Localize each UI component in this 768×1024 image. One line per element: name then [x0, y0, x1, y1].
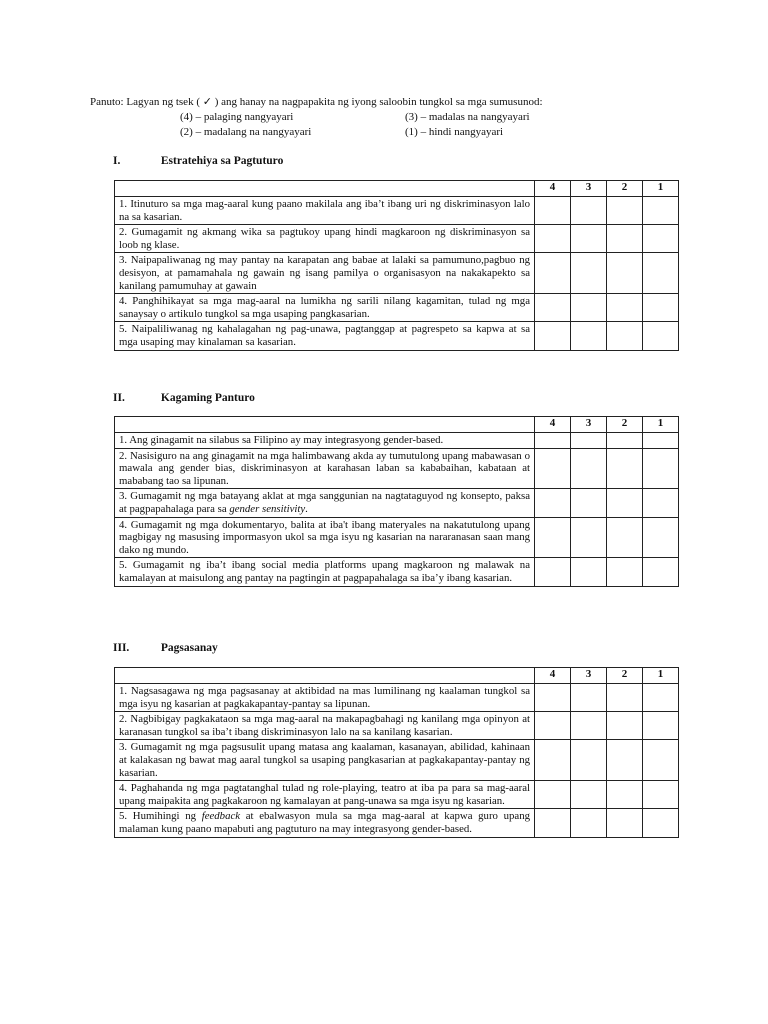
- rating-cell-3[interactable]: [571, 225, 607, 253]
- statement-cell: 3. Gumagamit ng mga pagsusulit upang matasa ang kaalaman, kasanayan, abilidad, kahinaan at kalakasan ng bawat mag aaral tungkol sa usaping pangkasarian at pagkakapantay-pantay ng kasarian.: [115, 740, 535, 781]
- rating-legend: [180, 110, 730, 140]
- rating-cell-4[interactable]: [535, 712, 571, 740]
- statement-cell: 5. Gumagamit ng iba’t ibang social media platforms upang magkaroon ng malawak na kamalayan at maisulong ang pantay na pagtingin at pagpapahalaga sa iba’y ibang kasarian.: [115, 558, 535, 586]
- rating-header-2: 2: [607, 668, 643, 684]
- section-heading: Estratehiya sa Pagtuturo: [160, 155, 284, 167]
- rating-cell-1[interactable]: [643, 781, 679, 809]
- rating-cell-4[interactable]: [535, 448, 571, 489]
- statement-cell: [115, 489, 535, 517]
- rating-cell-3[interactable]: [571, 558, 607, 586]
- rating-cell-2[interactable]: [607, 225, 643, 253]
- rating-cell-3[interactable]: [571, 294, 607, 322]
- rating-cell-1[interactable]: [643, 197, 679, 225]
- rating-cell-4[interactable]: [535, 558, 571, 586]
- header-blank-cell: [115, 668, 535, 684]
- section-number: II.: [113, 392, 125, 404]
- statement-cell: 1. Nagsasagawa ng mga pagsasanay at aktibidad na mas lumilinang ng kaalaman tungkol sa mga isyu ng kasarian at pagkakapantay-pantay sa lipunan.: [115, 684, 535, 712]
- rating-cell-3[interactable]: [571, 740, 607, 781]
- table-row: [115, 448, 679, 489]
- rating-cell-3[interactable]: [571, 433, 607, 449]
- table-row: [115, 294, 679, 322]
- rating-cell-4[interactable]: [535, 740, 571, 781]
- rating-header-3: 3: [571, 417, 607, 433]
- header-row: [115, 668, 679, 684]
- statement-cell: 1. Itinuturo sa mga mag-aaral kung paano makilala ang iba’t ibang uri ng diskriminasyon lalo na sa kasarian.: [115, 197, 535, 225]
- rating-cell-2[interactable]: [607, 517, 643, 558]
- rating-cell-1[interactable]: [643, 448, 679, 489]
- rating-cell-2[interactable]: [607, 740, 643, 781]
- statement-text: 5. Humihingi ng: [119, 810, 202, 823]
- rating-cell-2[interactable]: [607, 684, 643, 712]
- statement-cell: 4. Gumagamit ng mga dokumentaryo, balita at iba't ibang materyales na nakatutulong upang magbigay ng masusing impormasyon ukol sa mga isyu ng kasarian na nararanasan saan mang dako ng mundo.: [115, 517, 535, 558]
- rating-cell-4[interactable]: [535, 197, 571, 225]
- rating-header-3: 3: [571, 181, 607, 197]
- statement-cell: 2. Gumagamit ng akmang wika sa pagtukoy upang hindi magkaroon ng diskriminasyon sa loob ng klase.: [115, 225, 535, 253]
- statement-text: 3. Gumagamit ng mga batayang aklat at mga sanggunian na nagtataguyod ng konsepto, paksa at pagpapahalaga para sa: [119, 490, 530, 515]
- table-row: [115, 740, 679, 781]
- header-row: [115, 417, 679, 433]
- table-row: [115, 433, 679, 449]
- table-row: [115, 517, 679, 558]
- rating-cell-3[interactable]: [571, 489, 607, 517]
- rating-cell-2[interactable]: [607, 322, 643, 350]
- rating-cell-3[interactable]: [571, 197, 607, 225]
- instructions-block: [90, 95, 730, 140]
- statement-emphasis: feedback: [201, 810, 241, 823]
- table-row: [115, 684, 679, 712]
- rating-cell-3[interactable]: [571, 781, 607, 809]
- rating-cell-2[interactable]: [607, 448, 643, 489]
- rating-header-3: 3: [571, 668, 607, 684]
- statement-cell: 4. Panghihikayat sa mga mag-aaral na lumikha ng sarili nilang kagamitan, tulad ng mga sanaysay o artikulo tungkol sa mga usaping pangkasarian.: [115, 294, 535, 322]
- legend-item: (1) – hindi nangyayari: [405, 126, 504, 138]
- statement-text: at ebalwasyon mula sa mga mag-aaral at kapwa guro upang malaman kung paano mapabuti ang pagtuturo na may integrasyong gender-based.: [119, 810, 531, 835]
- rating-cell-4[interactable]: [535, 433, 571, 449]
- survey-table-3: [114, 667, 679, 838]
- rating-cell-4[interactable]: [535, 225, 571, 253]
- statement-cell: 2. Nasisiguro na ang ginagamit na mga halimbawang akda ay tumutulong upang mabawasan o mawala ang gender bias, diskriminasyon at karahasan laban sa kababaihan, kabataan at mababang tao sa lipunan.: [115, 448, 535, 489]
- rating-cell-2[interactable]: [607, 781, 643, 809]
- rating-header-2: 2: [607, 181, 643, 197]
- section-title: [113, 155, 283, 167]
- table-row: [115, 322, 679, 350]
- rating-cell-3[interactable]: [571, 517, 607, 558]
- legend-item: (3) – madalas na nangyayari: [405, 111, 530, 123]
- rating-header-1: 1: [643, 417, 679, 433]
- rating-cell-1[interactable]: [643, 294, 679, 322]
- rating-cell-2[interactable]: [607, 558, 643, 586]
- rating-header-2: 2: [607, 417, 643, 433]
- rating-cell-2[interactable]: [607, 253, 643, 294]
- rating-cell-2[interactable]: [607, 433, 643, 449]
- rating-cell-2[interactable]: [607, 294, 643, 322]
- rating-cell-3[interactable]: [571, 684, 607, 712]
- legend-item: (2) – madalang na nangyayari: [180, 126, 312, 138]
- instruction-text: Panuto: Lagyan ng tsek ( ✓ ) ang hanay na nagpapakita ng iyong saloobin tungkol sa mga sumusunod:: [90, 96, 543, 108]
- rating-cell-4[interactable]: [535, 517, 571, 558]
- rating-cell-4[interactable]: [535, 684, 571, 712]
- rating-cell-4[interactable]: [535, 294, 571, 322]
- rating-cell-3[interactable]: [571, 322, 607, 350]
- rating-cell-1[interactable]: [643, 740, 679, 781]
- rating-cell-4[interactable]: [535, 809, 571, 837]
- rating-cell-1[interactable]: [643, 433, 679, 449]
- statement-cell: 3. Naipapaliwanag ng may pantay na karapatan ang babae at lalaki sa pamumuno,pagbuo ng desisyon, at pamamahala ng gawain ng isang pamilya o organisasyon na nakakapekto sa kanilang pamumuhay at gawain: [115, 253, 535, 294]
- rating-cell-3[interactable]: [571, 712, 607, 740]
- rating-cell-2[interactable]: [607, 489, 643, 517]
- rating-cell-3[interactable]: [571, 809, 607, 837]
- statement-emphasis: gender sensitivity: [229, 502, 306, 515]
- section-heading: Pagsasanay: [160, 642, 218, 654]
- rating-cell-1[interactable]: [643, 712, 679, 740]
- rating-cell-1[interactable]: [643, 225, 679, 253]
- rating-cell-3[interactable]: [571, 448, 607, 489]
- rating-cell-1[interactable]: [643, 809, 679, 837]
- legend-item: (4) – palaging nangyayari: [180, 111, 294, 123]
- table-row: [115, 253, 679, 294]
- rating-cell-2[interactable]: [607, 197, 643, 225]
- rating-header-4: 4: [535, 181, 571, 197]
- survey-table-2: [114, 416, 679, 587]
- header-blank-cell: [115, 181, 535, 197]
- rating-cell-3[interactable]: [571, 253, 607, 294]
- statement-cell: 4. Paghahanda ng mga pagtatanghal tulad ng role-playing, teatro at iba pa para sa mag-aaral upang maipakita ang pagkakaroon ng kamalayan at pang-unawa sa mga isyu ng kasarian.: [115, 781, 535, 809]
- rating-cell-1[interactable]: [643, 489, 679, 517]
- statement-text: .: [305, 502, 308, 515]
- rating-cell-4[interactable]: [535, 489, 571, 517]
- table-row: [115, 712, 679, 740]
- rating-cell-1[interactable]: [643, 517, 679, 558]
- section-title: [113, 642, 218, 654]
- section-number: I.: [113, 155, 121, 167]
- rating-cell-1[interactable]: [643, 558, 679, 586]
- section-heading: Kagaming Panturo: [160, 392, 255, 404]
- rating-cell-1[interactable]: [643, 253, 679, 294]
- section-number: III.: [113, 642, 130, 654]
- table-row: [115, 809, 679, 837]
- statement-cell: 1. Ang ginagamit na silabus sa Filipino ay may integrasyong gender-based.: [115, 433, 535, 449]
- survey-table-1: [114, 180, 679, 351]
- rating-header-1: 1: [643, 668, 679, 684]
- rating-cell-1[interactable]: [643, 322, 679, 350]
- section-title: [113, 392, 255, 404]
- statement-cell: 5. Naipaliliwanag ng kahalagahan ng pag-unawa, pagtanggap at pagrespeto sa kapwa at sa mga usaping may kinalaman sa kasarian.: [115, 322, 535, 350]
- table-row: [115, 489, 679, 517]
- rating-header-4: 4: [535, 668, 571, 684]
- table-row: [115, 558, 679, 586]
- rating-cell-4[interactable]: [535, 781, 571, 809]
- rating-cell-2[interactable]: [607, 809, 643, 837]
- rating-cell-4[interactable]: [535, 253, 571, 294]
- statement-cell: 2. Nagbibigay pagkakataon sa mga mag-aaral na makapagbahagi ng kanilang mga opinyon at karanasan tungkol sa iba’t ibang diskriminasyon lalo na sa kanilang kasarian.: [115, 712, 535, 740]
- rating-header-4: 4: [535, 417, 571, 433]
- table-row: [115, 225, 679, 253]
- rating-cell-1[interactable]: [643, 684, 679, 712]
- header-blank-cell: [115, 417, 535, 433]
- rating-cell-4[interactable]: [535, 322, 571, 350]
- table-row: [115, 197, 679, 225]
- rating-header-1: 1: [643, 181, 679, 197]
- table-row: [115, 781, 679, 809]
- statement-cell: [115, 809, 535, 837]
- header-row: [115, 181, 679, 197]
- rating-cell-2[interactable]: [607, 712, 643, 740]
